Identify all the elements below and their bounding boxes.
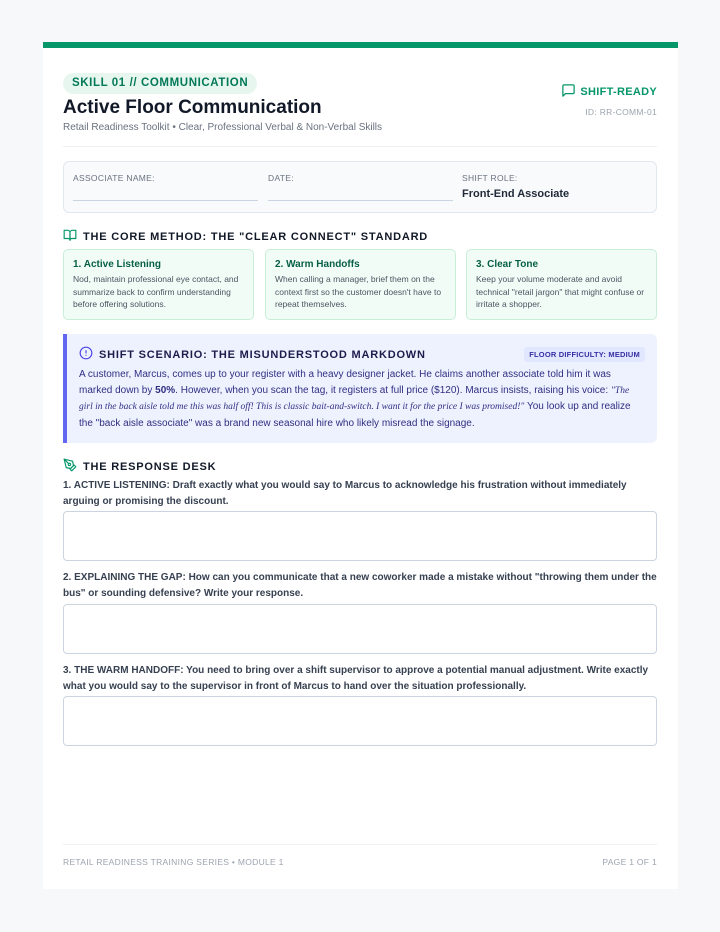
customer-quote: "The girl in the back aisle told me this was half off! This is classic bait-and-switch. I want it for the price I was promised!" [79, 385, 630, 412]
response-desk-title: THE RESPONSE DESK [83, 460, 217, 473]
method-card-title: 1. Active Listening [73, 259, 161, 270]
scenario-markdown-value: 50% [155, 384, 176, 396]
scenario-text [79, 367, 644, 431]
scenario-text-part: You look up and realize the "back aisle associate" was a brand new seasonal hire who likely misread the signage. [79, 401, 631, 429]
associate-name-label: ASSOCIATE NAME: [73, 173, 155, 183]
page-title: Active Floor Communication [63, 97, 322, 118]
method-card-desc: When calling a manager, brief them on the context first so the customer doesn't have to repeat themselves. [275, 274, 442, 309]
answer-box-1[interactable] [63, 511, 657, 561]
skill-pill: SKILL 01 // COMMUNICATION [63, 73, 257, 94]
footer-series: RETAIL READINESS TRAINING SERIES • MODULE 1 [63, 857, 284, 867]
method-card-listening [63, 249, 254, 320]
method-card-tone [466, 249, 657, 320]
method-card-handoffs [265, 249, 456, 320]
date-input[interactable] [268, 200, 453, 201]
alert-circle-icon [79, 346, 93, 363]
answer-box-3[interactable] [63, 696, 657, 746]
scenario-heading [79, 346, 426, 363]
accent-bar [43, 42, 678, 48]
shift-ready-status [561, 83, 657, 101]
core-method-heading [63, 228, 428, 245]
answer-box-2[interactable] [63, 604, 657, 654]
pen-tool-icon [63, 458, 77, 475]
book-open-icon [63, 228, 77, 245]
method-card-desc: Nod, maintain professional eye contact, and summarize back to confirm understanding before offering solutions. [73, 274, 239, 309]
worksheet-page [43, 42, 678, 889]
footer-divider [63, 844, 657, 845]
divider [63, 146, 657, 147]
page-subtitle: Retail Readiness Toolkit • Clear, Professional Verbal & Non-Verbal Skills [63, 122, 383, 133]
question-prompt: 3. THE WARM HANDOFF: You need to bring over a shift supervisor to approve a potential manual adjustment. Write exactly what you would say to the supervisor in front of Marcus to hand over the situation professionally. [63, 665, 649, 692]
scenario-text-part: . However, when you scan the tag, it registers at full price ($120). Marcus insists, raising his voice: [175, 384, 611, 396]
scenario-title: SHIFT SCENARIO: THE MISUNDERSTOOD MARKDOWN [99, 348, 426, 361]
method-card-title: 2. Warm Handoffs [275, 259, 360, 270]
method-card-desc: Keep your volume moderate and avoid technical "retail jargon" that might confuse or irritate a shopper. [476, 274, 645, 309]
associate-name-input[interactable] [73, 200, 258, 201]
date-label: DATE: [268, 173, 294, 183]
date-field [268, 173, 453, 201]
question-prompt: 1. ACTIVE LISTENING: Draft exactly what you would say to Marcus to acknowledge his frustration without immediately arguing or promising the discount. [63, 480, 627, 507]
associate-name-field [73, 173, 258, 201]
core-method-title: THE CORE METHOD: THE "CLEAR CONNECT" STANDARD [83, 230, 429, 243]
difficulty-badge: FLOOR DIFFICULTY: MEDIUM [524, 347, 645, 362]
shift-ready-label: SHIFT-READY [580, 86, 657, 98]
scenario-text-part: A customer, Marcus, comes up to your register with a heavy designer jacket. He claims another associate told him it was marked down by [79, 369, 611, 396]
question-prompt: 2. EXPLAINING THE GAP: How can you communicate that a new coworker made a mistake without "throwing them under the bus" or sounding defensive? Write your response. [63, 572, 657, 599]
method-card-title: 3. Clear Tone [476, 259, 539, 270]
document-id: ID: RR-COMM-01 [585, 107, 657, 117]
shift-role-value: Front-End Associate [462, 188, 570, 200]
shift-role-field [462, 173, 647, 200]
message-square-icon [561, 83, 576, 101]
footer-page-number: PAGE 1 OF 1 [602, 857, 657, 867]
response-desk-heading [63, 458, 216, 475]
scenario-box [63, 334, 657, 443]
associate-info-box [63, 161, 657, 213]
shift-role-label: SHIFT ROLE: [462, 173, 518, 183]
